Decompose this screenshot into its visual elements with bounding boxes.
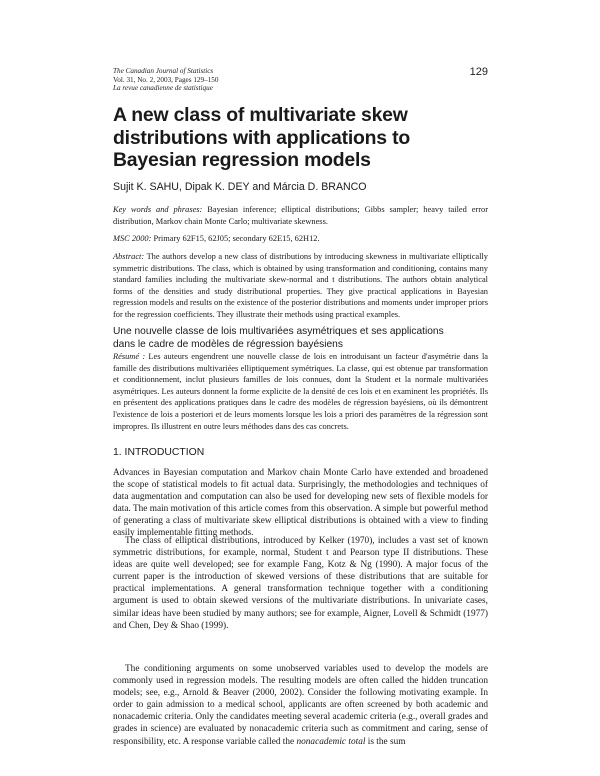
keywords-text: Bayesian inference; elliptical distributions; Gibbs sampler; heavy tailed error distribution, Markov chain Monte Carlo; multivariate skewness.: [113, 205, 488, 226]
msc-codes: [113, 233, 488, 245]
page-number: 129: [469, 66, 488, 78]
french-journal-name: La revue canadienne de statistique: [113, 84, 213, 93]
abstract-label: Abstract:: [113, 252, 145, 261]
paragraph-text: [113, 663, 488, 748]
french-title: [113, 326, 493, 351]
authors: Sujit K. SAHU, Dipak K. DEY and Márcia D. BRANCO: [113, 181, 367, 193]
section-heading: 1. INTRODUCTION: [113, 447, 205, 458]
intro-paragraph-1: [113, 467, 488, 540]
title-line-2: distributions with applications to: [113, 126, 410, 149]
msc-text: Primary 62F15, 62J05; secondary 62E15, 62H12.: [153, 234, 320, 243]
french-title-line-2: dans le cadre de modèles de régression bayésiens: [113, 338, 343, 350]
paragraph-end: is the sum: [367, 736, 406, 747]
volume-line: Vol. 31, No. 2, 2003, Pages 129–150: [113, 75, 219, 84]
intro-paragraph-2: [113, 535, 488, 632]
french-resume: [113, 351, 488, 432]
keywords-label: Key words and phrases:: [113, 205, 203, 214]
paper-title: [113, 104, 493, 172]
abstract: [113, 251, 488, 321]
paragraph-text: The class of elliptical distributions, introduced by Kelker (1970), includes a vast set of known symmetric distributions, for example, normal, Student t and Pearson type II distributions. These ideas are quite well developed; see for example Fang, Kotz & Ng (1990). A major focus of the current paper is the introduction of skewed versions of these distributions that are suitable for practical implementations. A general transformation technique together with a conditioning argument is used to obtain skewed versions of the multivariate distributions. In univariate cases, similar ideas have been studied by many authors; see for example, Aigner, Lovell & Schmidt (1977) and Chen, Dey & Shao (1999).: [113, 536, 488, 631]
title-line-1: A new class of multivariate skew: [113, 104, 408, 126]
journal-header: [113, 67, 373, 93]
paragraph-text: Advances in Bayesian computation and Markov chain Monte Carlo have extended and broadened the scope of statistical models to fit actual data. Surprisingly, the methodologies and techniques of data augmentation and computation can also be used for developing new sets of flexible models for data. The main motivation of this article comes from this observation. A simple but powerful method of generating a class of multivariate skew elliptical distributions is obtained with a view to finding easily implementable fitting methods.: [113, 468, 488, 539]
paragraph-italic-term: nonacademic total: [296, 736, 366, 747]
msc-label: MSC 2000:: [113, 234, 152, 243]
keywords: [113, 204, 488, 227]
french-title-line-1: Une nouvelle classe de lois multivariées asymétriques et ses applications: [113, 326, 444, 337]
title-line-3: Bayesian regression models: [113, 149, 371, 171]
intro-paragraph-3: [113, 663, 488, 748]
abstract-text: The authors develop a new class of distributions by introducing skewness in multivariate elliptically symmetric distributions. The class, which is obtained by using transformation and conditioning, contains many standard families including the multivariate skew-normal and t distributions. The authors obtain analytical forms of the densities and study distributional properties. They give practical applications in Bayesian regression models and results on the existence of the posterior distributions and moments under improper priors for the regression coefficients. They illustrate their methods using practical examples.: [113, 252, 488, 319]
resume-label: Résumé :: [113, 352, 146, 361]
journal-name: The Canadian Journal of Statistics: [113, 67, 214, 75]
resume-text: Les auteurs engendrent une nouvelle classe de lois en introduisant un facteur d'asymétrie dans la famille des distributions multivariées elliptiquement symétriques. La classe, qui est obtenue par transformation et conditionnement, inclut plusieurs familles de lois connues, dont la Student et la normale multivariées asymétriques. Les auteurs donnent la forme explicite de la densité de ces lois et en examinent les propriétés. Ils en présentent des applications pratiques dans le cadre des modèles de régression bayésiens, où ils démontrent l'existence de lois a posteriori et de leurs moments lorsque les lois a priori des paramètres de la régression sont impropres. Ils illustrent en outre leurs méthodes dans des cas concrets.: [113, 352, 488, 431]
paragraph-start: The conditioning arguments on some unobserved variables used to develop the models are commonly used in regression models. The resulting models are often called the hidden truncation models; see, e.g., Arnold & Beaver (2000, 2002). Consider the following motivating example. In order to gain admission to a medical school, applicants are often screened by both academic and nonacademic criteria. Only the candidates meeting several academic criteria (e.g., overall grades and grades in science) are evaluated by nonacademic criteria such as commitment and caring, sense of responsibility, etc. A response variable called the: [113, 664, 488, 747]
